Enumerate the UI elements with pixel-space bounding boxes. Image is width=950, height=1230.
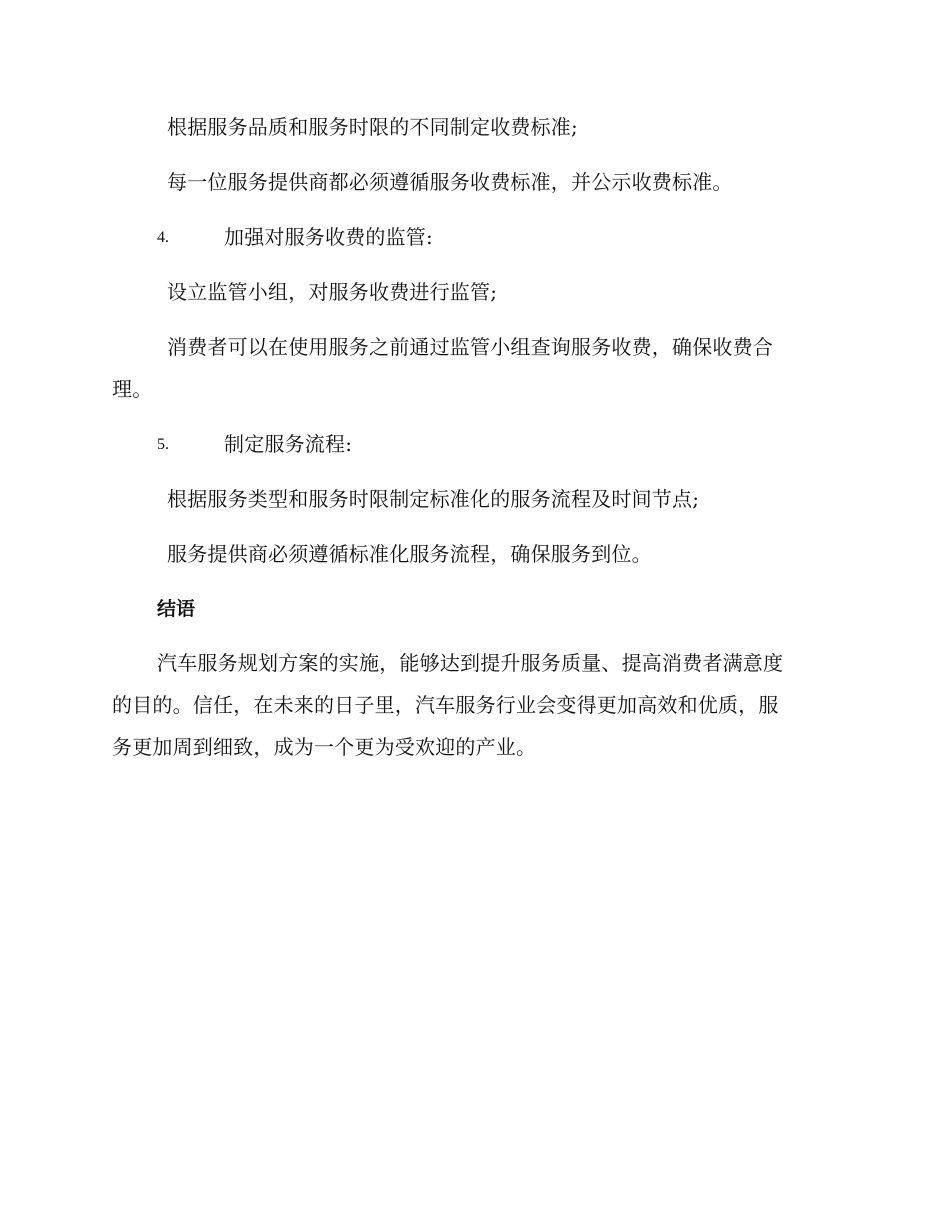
paragraph-supervision-group: 设立监管小组，对服务收费进行监管; (167, 280, 498, 304)
paragraph-process-compliance: 服务提供商必须遵循标准化服务流程，确保服务到位。 (167, 542, 652, 566)
conclusion-line-1: 汽车服务规划方案的实施，能够达到提升服务质量、提高消费者满意度 (157, 651, 784, 675)
conclusion-line-3: 务更加周到细致，成为一个更为受欢迎的产业。 (112, 735, 537, 759)
paragraph-fee-standard: 根据服务品质和服务时限的不同制定收费标准; (167, 115, 578, 139)
paragraph-consumer-query-line2: 理。 (112, 377, 153, 401)
section-5-number: 5. (157, 436, 169, 453)
paragraph-consumer-query-line1: 消费者可以在使用服务之前通过监管小组查询服务收费，确保收费合 (167, 335, 773, 359)
section-4-number: 4. (157, 229, 169, 246)
conclusion-heading: 结语 (157, 598, 196, 620)
paragraph-provider-compliance: 每一位服务提供商都必须遵循服务收费标准，并公示收费标准。 (167, 170, 733, 194)
section-4-title: 加强对服务收费的监管: (224, 225, 433, 249)
paragraph-standard-process: 根据服务类型和服务时限制定标准化的服务流程及时间节点; (167, 487, 700, 511)
section-5-title: 制定服务流程: (224, 432, 353, 456)
conclusion-line-2: 的目的。信任，在未来的日子里，汽车服务行业会变得更加高效和优质，服 (112, 693, 779, 717)
